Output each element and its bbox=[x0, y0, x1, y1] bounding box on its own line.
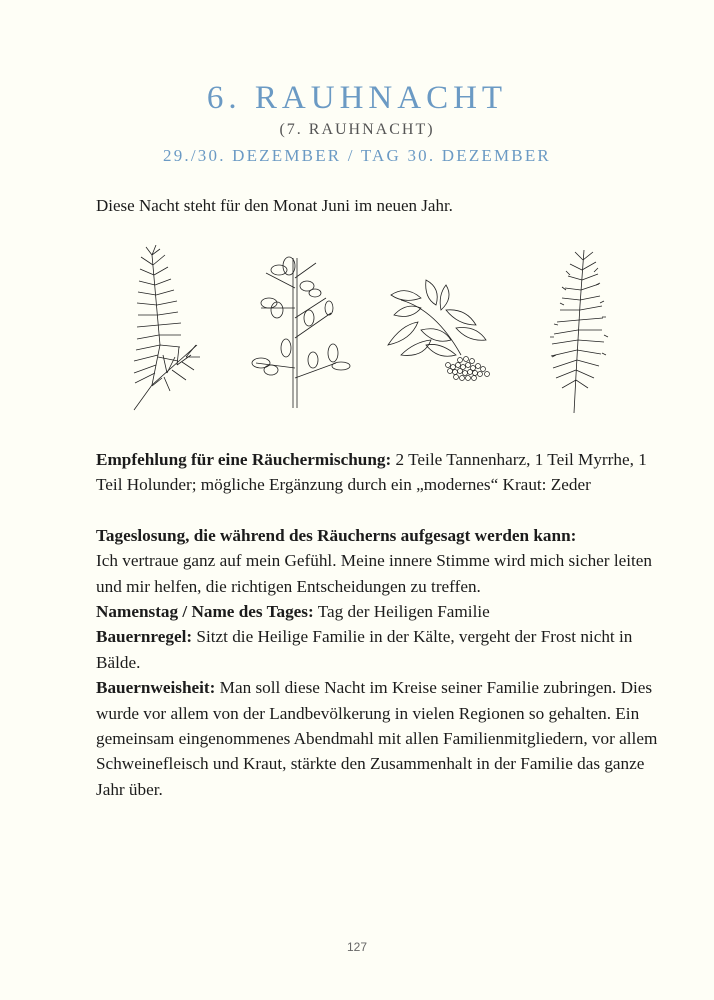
zeder-zweig-icon bbox=[536, 245, 616, 415]
mischung-paragraph bbox=[96, 447, 676, 498]
bauernweisheit-label: Bauernweisheit: bbox=[96, 678, 216, 698]
tageslosung-text: Ich vertraue ganz auf mein Gefühl. Meine innere Stimme wird mich sicher leiten und mir helfen, die richtigen Entscheidungen zu treffen. bbox=[96, 551, 653, 596]
bauernregel-label: Bauernregel: bbox=[96, 627, 193, 647]
mischung-text: 2 Teile Tannenharz, 1 Teil Myrrhe, 1 Teil Holunder; mögliche Ergänzung durch ein „modernes“ Kraut: Zeder bbox=[96, 450, 647, 495]
intro-text: Diese Nacht steht für den Monat Juni im neuen Jahr. bbox=[96, 196, 453, 215]
namenstag-text: Tag der Heiligen Familie bbox=[313, 602, 490, 622]
holunder-zweig-icon bbox=[386, 270, 501, 390]
myrrhe-zweig-icon bbox=[241, 248, 361, 413]
content-body bbox=[96, 447, 676, 802]
page-title: 6. RAUHNACHT bbox=[206, 80, 508, 116]
plant-illustrations bbox=[96, 240, 616, 420]
page-number: 127 bbox=[346, 940, 368, 954]
bauernregel-text: Sitzt die Heilige Familie in der Kälte, vergeht der Frost nicht in Bälde. bbox=[96, 627, 633, 672]
tanne-zweig-icon bbox=[122, 245, 202, 415]
bauernweisheit-text: Man soll diese Nacht im Kreise seiner Familie zubringen. Dies wurde vor allem von der Landbevölkerung in vielen Regionen so gehalten. Ein gemeinsam eingenommenes Abendmahl mit allen Familienmitgliedern, vor allem Schweinefleisch und Kraut, stärkte den Zusammenhalt in der Familie das ganze Jahr über. bbox=[96, 678, 658, 799]
namenstag-label: Namenstag / Name des Tages: bbox=[96, 602, 314, 622]
tageslosung-label bbox=[96, 523, 676, 548]
date-line: 29./30. DEZEMBER / TAG 30. DEZEMBER bbox=[163, 146, 551, 165]
namenstag-paragraph bbox=[96, 599, 676, 624]
tageslosung-heading: Tageslosung, die während des Räucherns aufgesagt werden kann: bbox=[96, 525, 577, 545]
mischung-label: Empfehlung für eine Räuchermischung: bbox=[96, 450, 392, 469]
bauernweisheit-paragraph bbox=[96, 675, 676, 802]
bauernregel-paragraph bbox=[96, 624, 676, 675]
page-subtitle: (7. RAUHNACHT) bbox=[279, 121, 435, 138]
